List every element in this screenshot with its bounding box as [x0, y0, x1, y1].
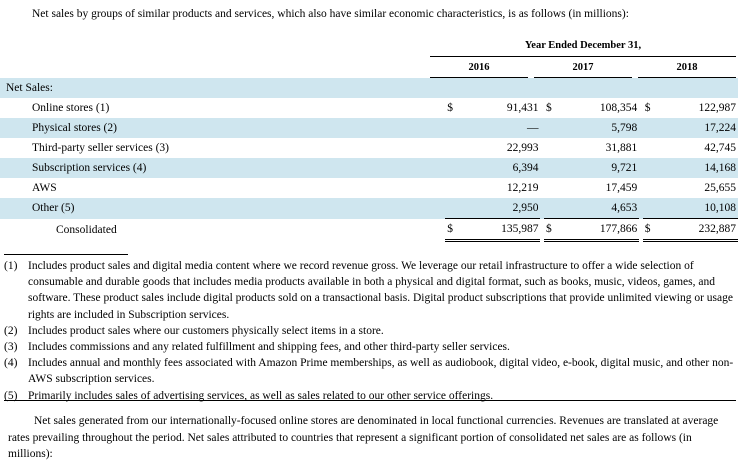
footnotes [4, 258, 736, 404]
total-label: Consolidated [56, 223, 117, 236]
value-cell: 4,653 [582, 198, 639, 219]
value-cell: 10,108 [680, 198, 738, 219]
value-cell: 25,655 [704, 182, 736, 194]
year-header-2018: 2018 [676, 62, 698, 73]
value-cell: 108,354 [599, 102, 638, 114]
footnote-text: Includes annual and monthly fees associated with Amazon Prime memberships, as well as audiobook, digital video, e-book, digital music, and other non-AWS subscription services. [28, 357, 734, 386]
footnote-item [4, 355, 736, 387]
table-row [0, 98, 738, 118]
footnote-item [4, 388, 736, 404]
value-cell: 12,219 [506, 182, 539, 194]
total-value-cell: 135,987 [483, 219, 540, 241]
value-cell: — [483, 118, 540, 138]
table-row [0, 158, 738, 178]
currency-cell: $ [445, 219, 483, 241]
row-label: Other (5) [0, 198, 445, 219]
value-cell: 2,950 [483, 198, 540, 219]
value-cell: 22,993 [506, 142, 539, 154]
footnote-number: (2) [4, 324, 18, 337]
year-span-header: Year Ended December 31, [524, 40, 642, 51]
net-sales-table [0, 78, 738, 242]
row-label: Physical stores (2) [0, 118, 445, 138]
currency-cell: $ [644, 102, 651, 114]
footnote-number: (5) [4, 389, 18, 402]
row-label: Online stores (1) [32, 102, 110, 114]
value-cell: 42,745 [704, 142, 736, 154]
footnote-text: Includes commissions and any related fulfillment and shipping fees, and other third-party seller services. [28, 341, 510, 354]
footnote-text: Primarily includes sales of advertising services, as well as sales related to our other service offerings. [28, 389, 494, 402]
value-cell: 91,431 [506, 102, 539, 114]
table-row [0, 198, 738, 219]
total-value-cell: 177,866 [582, 219, 639, 241]
footnote-text: Includes product sales and digital media content where we record revenue gross. We leverage our retail infrastructure to offer a wide selection of consumable and durable goods that includes media products available in both a physical and digital format, such as books, music, videos, games, and software. These product sales include digital products sold on a transactional basis. Digital product subscriptions that provide unlimited viewing or usage rights are included in Subscription services. [28, 260, 733, 321]
table-row-section [0, 78, 738, 98]
year-header-2016: 2016 [468, 62, 490, 73]
header-rule [430, 56, 736, 57]
footnote-item [4, 323, 736, 339]
table-row-total [0, 219, 738, 241]
year-header-2017: 2017 [572, 62, 594, 73]
intro-text: Net sales by groups of similar products and services, which also have similar economic characteristics, is as follows (in millions): [32, 8, 629, 20]
total-value-cell: 232,887 [680, 219, 738, 241]
table-row [0, 138, 738, 158]
value-cell: 122,987 [698, 102, 736, 114]
footnote-item [4, 339, 736, 355]
closing-paragraph: Net sales generated from our internationally-focused online stores are denominated in local functional currencies. Revenues are translated at average rates prevailing throughout the period. Net sales attributed to countries that represent a significant portion of consolidated net sales are as follows (in millions): [8, 415, 719, 460]
value-cell: 9,721 [582, 158, 639, 178]
value-cell: 17,459 [605, 182, 638, 194]
row-label: Subscription services (4) [0, 158, 445, 178]
value-cell: 31,881 [605, 142, 638, 154]
section-label: Net Sales: [0, 78, 445, 98]
footnote-number: (3) [4, 341, 18, 354]
footnote-number: (1) [4, 260, 18, 272]
section-divider [4, 400, 736, 401]
footnote-number: (4) [4, 357, 18, 370]
row-label: AWS [32, 182, 57, 194]
value-cell: 6,394 [483, 158, 540, 178]
value-cell: 14,168 [680, 158, 738, 178]
footnote-separator [4, 254, 128, 255]
currency-cell: $ [447, 102, 453, 114]
currency-cell: $ [544, 219, 582, 241]
table-row [0, 118, 738, 138]
currency-cell: $ [545, 102, 552, 114]
currency-cell: $ [643, 219, 681, 241]
row-label: Third-party seller services (3) [32, 142, 169, 154]
footnote-text: Includes product sales where our customers physically select items in a store. [28, 324, 384, 337]
value-cell: 5,798 [582, 118, 639, 138]
value-cell: 17,224 [680, 118, 738, 138]
footnote-item [4, 258, 736, 323]
table-row [0, 178, 738, 198]
